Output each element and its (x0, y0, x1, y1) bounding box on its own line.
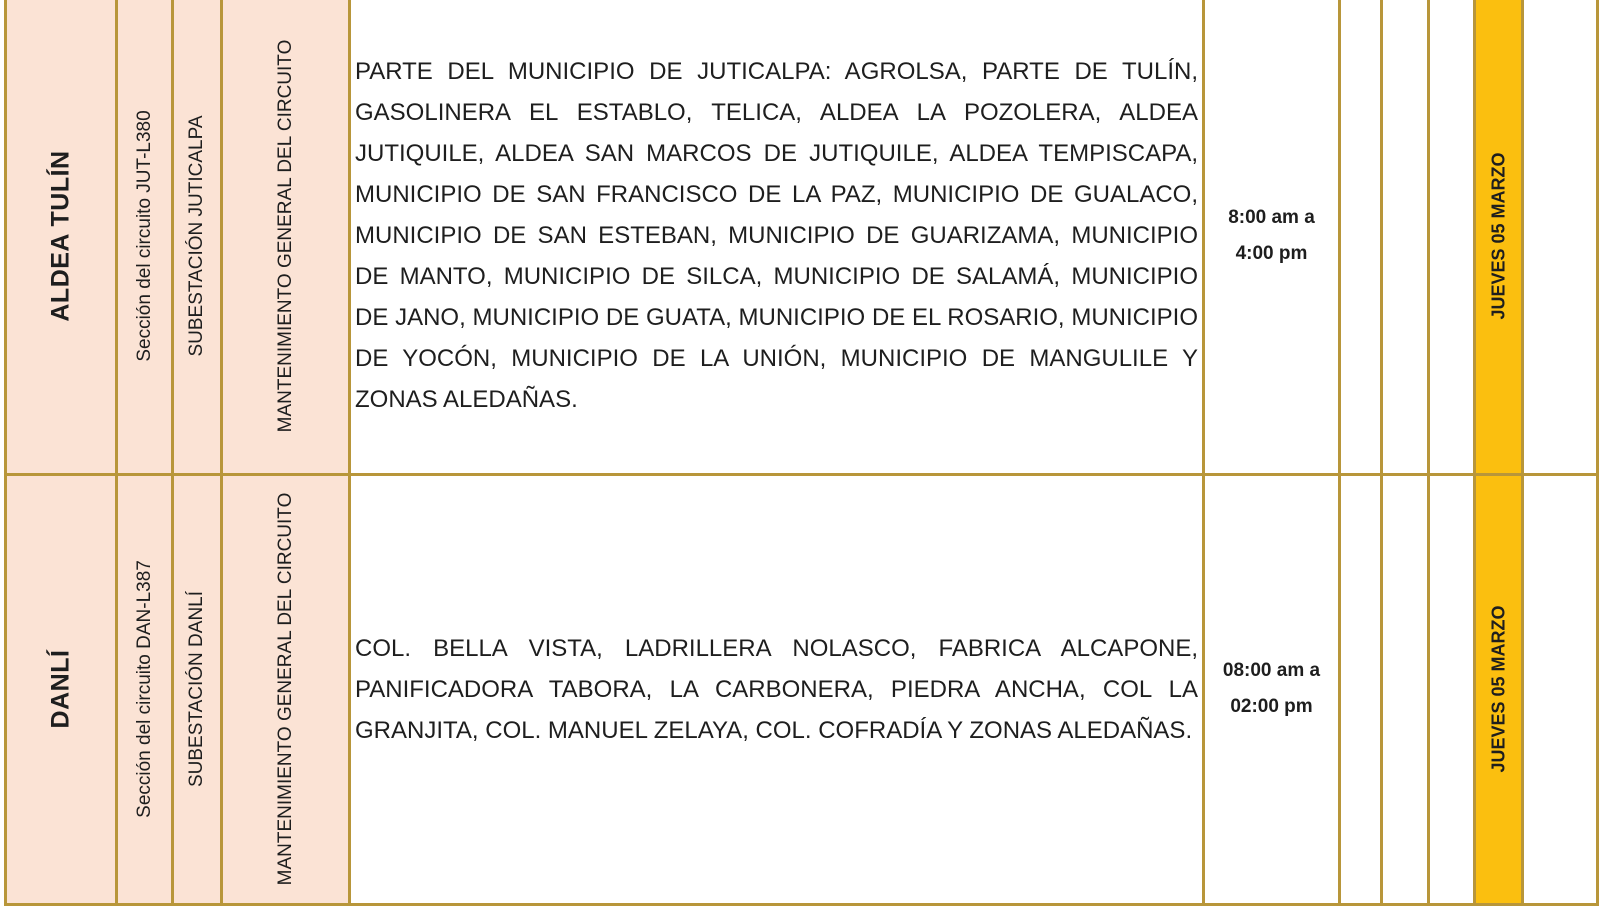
zone-cell (6, 474, 117, 904)
affected-areas-text: COL. BELLA VISTA, LADRILLERA NOLASCO, FABRICA ALCAPONE, PANIFICADORA TABORA, LA CARBONERA, PIEDRA ANCHA, COL LA GRANJITA, COL. MANUEL ZELAYA, COL. COFRADÍA Y ZONAS ALEDAÑAS. (355, 634, 1198, 744)
work-type-cell (222, 474, 350, 904)
substation-cell (173, 474, 222, 904)
substation-label: SUBESTACIÓN DANLÍ (186, 591, 207, 788)
work-type-label: MANTENIMIENTO GENERAL DEL CIRCUITO (274, 39, 296, 433)
zone-label: ALDEA TULÍN (46, 150, 75, 322)
substation-cell (173, 0, 222, 474)
empty-cell (1429, 474, 1475, 904)
empty-cell (1523, 474, 1598, 904)
empty-cell (1523, 0, 1598, 474)
date-cell (1475, 0, 1523, 474)
substation-label: SUBESTACIÓN JUTICALPA (186, 115, 207, 357)
circuit-section-label: Sección del circuito DAN-L387 (133, 560, 155, 819)
affected-areas-cell (350, 474, 1204, 904)
work-type-label: MANTENIMIENTO GENERAL DEL CIRCUITO (274, 493, 296, 886)
zone-label: DANLÍ (46, 649, 75, 729)
zone-cell (6, 0, 117, 474)
section-cell (117, 0, 173, 474)
empty-cell (1382, 0, 1429, 474)
circuit-section-label: Sección del circuito JUT-L380 (133, 110, 155, 362)
section-cell (117, 474, 173, 904)
time-cell (1204, 0, 1340, 474)
table-row (6, 0, 1598, 474)
date-label: JUEVES 05 MARZO (1488, 605, 1508, 773)
empty-cell (1382, 474, 1429, 904)
time-cell (1204, 474, 1340, 904)
table-row (6, 474, 1598, 904)
time-end: 02:00 pm (1230, 696, 1313, 718)
date-cell (1475, 474, 1523, 904)
time-start: 08:00 am a (1222, 660, 1321, 682)
empty-cell (1429, 0, 1475, 474)
affected-areas-text: PARTE DEL MUNICIPIO DE JUTICALPA: AGROLSA, PARTE DE TULÍN, GASOLINERA EL ESTABLO, TELICA, ALDEA LA POZOLERA, ALDEA JUTIQUILE, ALDEA SAN MARCOS DE JUTIQUILE, ALDEA TEMPISCAPA, MUNICIPIO DE SAN FRANCISCO DE LA PAZ, MUNICIPIO DE GUALACO, MUNICIPIO DE SAN ESTEBAN, MUNICIPIO DE GUARIZAMA, MUNICIPIO DE MANTO, MUNICIPIO DE SILCA, MUNICIPIO DE SALAMÁ, MUNICIPIO DE JANO, MUNICIPIO DE GUATA, MUNICIPIO DE EL ROSARIO, MUNICIPIO DE YOCÓN, MUNICIPIO DE LA UNIÓN, MUNICIPIO DE MANGULILE Y ZONAS ALEDAÑAS. (355, 58, 1198, 414)
time-start: 8:00 am a (1228, 206, 1315, 228)
date-label: JUEVES 05 MARZO (1488, 152, 1508, 320)
outage-schedule-table (4, 0, 1599, 906)
schedule-table-wrapper (4, 0, 1596, 906)
affected-areas-cell (350, 0, 1204, 474)
empty-cell (1340, 474, 1382, 904)
empty-cell (1340, 0, 1382, 474)
work-type-cell (222, 0, 350, 474)
time-end: 4:00 pm (1235, 242, 1308, 264)
